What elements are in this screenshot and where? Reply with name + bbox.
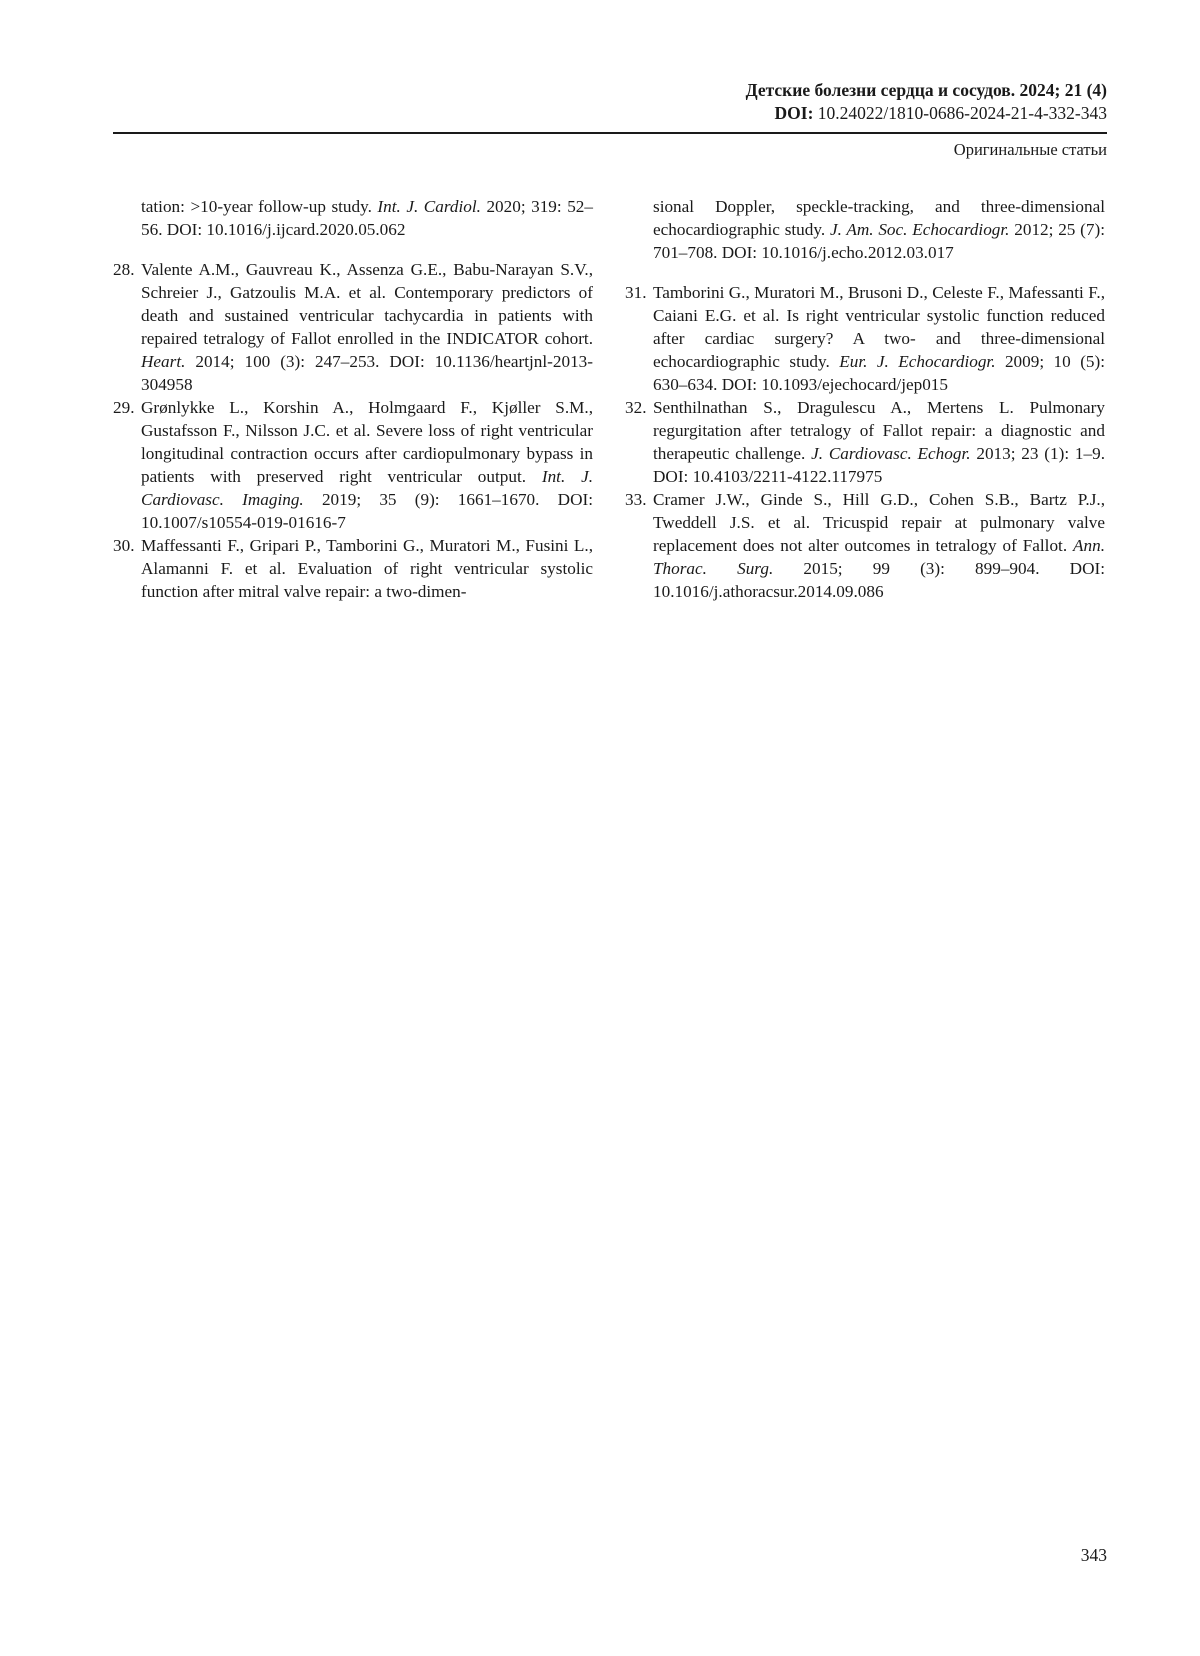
reference-text: Senthilnathan S., Dragulescu A., Mertens L. Pulmonary regurgitation after tetralogy of Fallot repair: a diagnostic and therapeutic challenge. J. Cardiovasc. Echogr. 2013; 23 (1): 1–9. DOI: 10.4103/2211-4122.117975 xyxy=(653,398,1105,487)
references-right-column xyxy=(625,178,1105,603)
reference-30 xyxy=(113,534,593,603)
reference-number: 31. xyxy=(625,283,647,303)
reference-continuation: sional Doppler, speckle-tracking, and three-dimensional echocardiographic study. J. Am. Soc. Echocardiogr. 2012; 25 (7): 701–708. DOI: 10.1016/j.echo.2012.03.017 xyxy=(653,197,1105,263)
section-label: Оригинальные статьи xyxy=(953,140,1107,159)
reference-text: Tamborini G., Muratori M., Brusoni D., Celeste F., Mafessanti F., Caiani E.G. et al. Is right ventricular systolic function reduced after cardiac surgery? A two- and three-dimensional echocardiographic study. Eur. J. Echocardiogr. 2009; 10 (5): 630–634. DOI: 10.1093/ejechocard/jep015 xyxy=(653,283,1106,395)
reference-number: 33. xyxy=(625,490,647,510)
doi-value[interactable]: 10.24022/1810-0686-2024-21-4-332-343 xyxy=(813,103,1107,123)
reference-number: 32. xyxy=(625,398,647,418)
references-left-column xyxy=(113,178,593,603)
reference-32 xyxy=(625,396,1105,488)
header-divider xyxy=(113,132,1107,134)
reference-29 xyxy=(113,396,593,534)
reference-number: 29. xyxy=(113,398,135,418)
reference-text: Maffessanti F., Gripari P., Tamborini G., Muratori M., Fusini L., Alamanni F. et al. Evaluation of right ventricular systolic function after mitral valve repair: a two-dimen- xyxy=(141,536,593,602)
reference-28 xyxy=(113,258,593,396)
reference-text: Grønlykke L., Korshin A., Holmgaard F., Kjøller S.M., Gustafsson F., Nilsson J.C. et al. Severe loss of right ventricular longitudinal contraction occurs after cardiopulmonary bypass in patients with preserved right ventricular output. Int. J. Cardiovasc. Imaging. 2019; 35 (9): 1661–1670. DOI: 10.1007/s10554-019-01616-7 xyxy=(141,398,593,533)
reference-text: Valente A.M., Gauvreau K., Assenza G.E., Babu-Narayan S.V., Schreier J., Gatzoulis M.A. et al. Contemporary predictors of death and sustained ventricular tachycardia in patients with repaired tetralogy of Fallot enrolled in the INDICATOR cohort. Heart. 2014; 100 (3): 247–253. DOI: 10.1136/heartjnl-2013-304958 xyxy=(141,260,593,395)
reference-text: Cramer J.W., Ginde S., Hill G.D., Cohen S.B., Bartz P.J., Tweddell J.S. et al. Tricuspid repair at pulmonary valve replacement does not alter outcomes in tetralogy of Fallot. Ann. Thorac. Surg. 2015; 99 (3): 899–904. DOI: 10.1016/j.athoracsur.2014.09.086 xyxy=(653,490,1105,602)
journal-title: Детские болезни сердца и сосудов. 2024; 21 (4) xyxy=(745,80,1107,100)
reference-number: 28. xyxy=(113,260,135,280)
article-doi xyxy=(775,103,1107,124)
reference-33 xyxy=(625,488,1105,603)
reference-number: 30. xyxy=(113,536,135,556)
reference-31 xyxy=(625,281,1105,396)
reference-continuation: tation: >10-year follow-up study. Int. J. Cardiol. 2020; 319: 52–56. DOI: 10.1016/j.ijcard.2020.05.062 xyxy=(141,197,593,240)
doi-label: DOI: xyxy=(774,103,814,123)
page-number: 343 xyxy=(1080,1545,1107,1565)
